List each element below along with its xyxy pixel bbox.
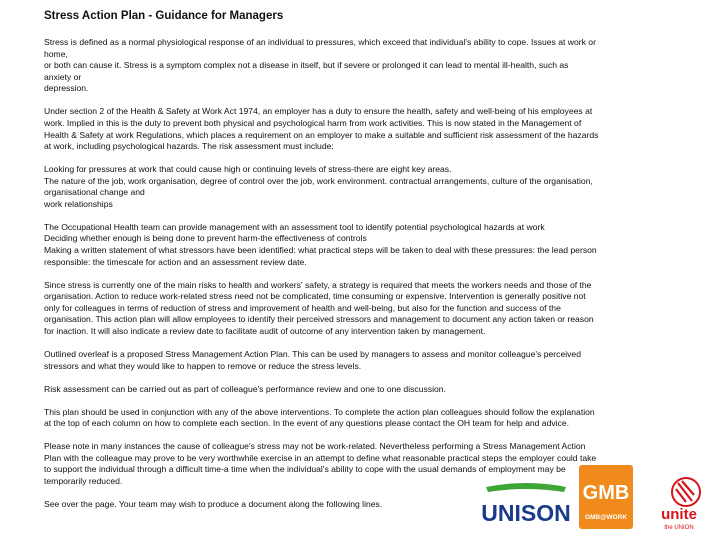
gmb-wordmark: GMB [582,482,630,504]
paragraph-line: at the top of each column on how to complete each section. In the event of any questions please contact the OH team for help and advice. [44,418,570,429]
paragraph [44,106,690,152]
paragraph-line: at work, including psychological hazards. The risk assessment must include: [44,141,334,152]
paragraph-line: depression. [44,83,89,94]
paragraph-line: Plan with the colleague may prove to be very worthwhile exercise in an attempt to define what reasonable practical steps the employer could take [44,452,597,463]
paragraph-line: The nature of the job, work organisation, degree of control over the job, work environment. contractual arrangements, culture of the organisation, [44,175,593,186]
paragraph [44,37,690,95]
document-body [44,37,690,522]
paragraph-line: See over the page. Your team may wish to produce a document along the following lines. [44,498,383,509]
paragraph-line: Looking for pressures at work that could cause high or continuing levels of stress-there are eight key areas. [44,164,452,175]
paragraph-line: organisation. This action plan will allow employees to identify their perceived stressors and management to document any action taken or reason [44,314,594,325]
paragraph [44,280,690,338]
unite-mark [676,481,694,502]
paragraph [44,164,690,210]
paragraph-line: Deciding whether enough is being done to prevent harm-the effectiveness of controls [44,233,367,244]
unison-swoosh [486,483,566,492]
paragraph-line: Since stress is currently one of the main risks to health and workers' safety, a strategy is required that meets the workers needs and those of the [44,279,592,290]
union-logos [480,465,716,535]
paragraph-line: organisational change and [44,187,145,198]
paragraph-line: only for colleagues in terms of reduction of stress and improvement of health and well-being, but also for the function and success of the [44,302,561,313]
paragraph-line: anxiety or [44,71,82,82]
unite-wordmark: unite [661,506,697,523]
paragraph [44,349,690,372]
paragraph [44,384,690,396]
paragraph-line: or both can cause it. Stress is a symptom complex not a disease in itself, but if severe or prolonged it can lead to mental ill-health, such as [44,60,569,71]
unite-logo [648,475,710,533]
paragraph-line: work relationships [44,198,113,209]
paragraph-line: This plan should be used in conjunction with any of the above interventions. To complete the action plan colleagues should follow the explanation [44,406,595,417]
gmb-subtitle: GMB@WORK [584,514,628,521]
paragraph-line: The Occupational Health team can provide management with an assessment tool to identify potential psychological hazards at work [44,221,545,232]
paragraph-line: Outlined overleaf is a proposed Stress Management Action Plan. This can be used by managers to assess and monitor colleague's perceived [44,349,581,360]
unison-wordmark: UNISON [481,500,571,526]
paragraph-line: temporarily reduced. [44,475,123,486]
paragraph-line: Making a written statement of what stressors have been identified: what practical steps will be taken to deal with these pressures: the lead person [44,245,597,256]
paragraph-line: Under section 2 of the Health & Safety at Work Act 1974, an employer has a duty to ensure the health, safety and well-being of his employees at [44,106,593,117]
unison-logo [480,483,572,529]
paragraph-line: work. Implied in this is the duty to prevent both physical and psychological harm from work activities. This is now stated in the Management of [44,117,582,128]
paragraph-line: Health & Safety at work Regulations, which places a requirement on an employer to make a suitable and sufficient risk assessment of the hazards [44,129,599,140]
paragraph-line: Risk assessment can be carried out as part of colleague's performance review and one to one discussion. [44,383,446,394]
paragraph-line: to support the individual through a difficult time-a time when the individual's ability to cope with the usual demands of employment may be [44,464,566,475]
paragraph [44,222,690,268]
paragraph-line: responsible: the timescale for action and an assessment review date. [44,256,307,267]
page-title: Stress Action Plan - Guidance for Managers [44,10,284,22]
paragraph-line: Please note in many instances the cause of colleague's stress may not be work-related. Nevertheless performing a Stress Management Action [44,441,586,452]
paragraph-line: Stress is defined as a normal physiological response of an individual to pressures, which exceed that individual's ability to cope. Issues at work or [44,37,596,47]
paragraph [44,407,690,430]
paragraph-line: for inaction. It will also indicate a review date to facilitate audit of outcome of any intervention taken by management. [44,326,486,337]
unite-subtitle: the UNION [664,525,694,531]
paragraph-line: organisation. Action to reduce work-related stress need not be complicated, time consuming or expensive. Intervention is generally positive not [44,291,586,302]
gmb-logo [579,465,633,529]
paragraph-line: stressors and what they would like to happen to remove or reduce the stress levels. [44,360,362,371]
paragraph-line: home, [44,48,68,59]
